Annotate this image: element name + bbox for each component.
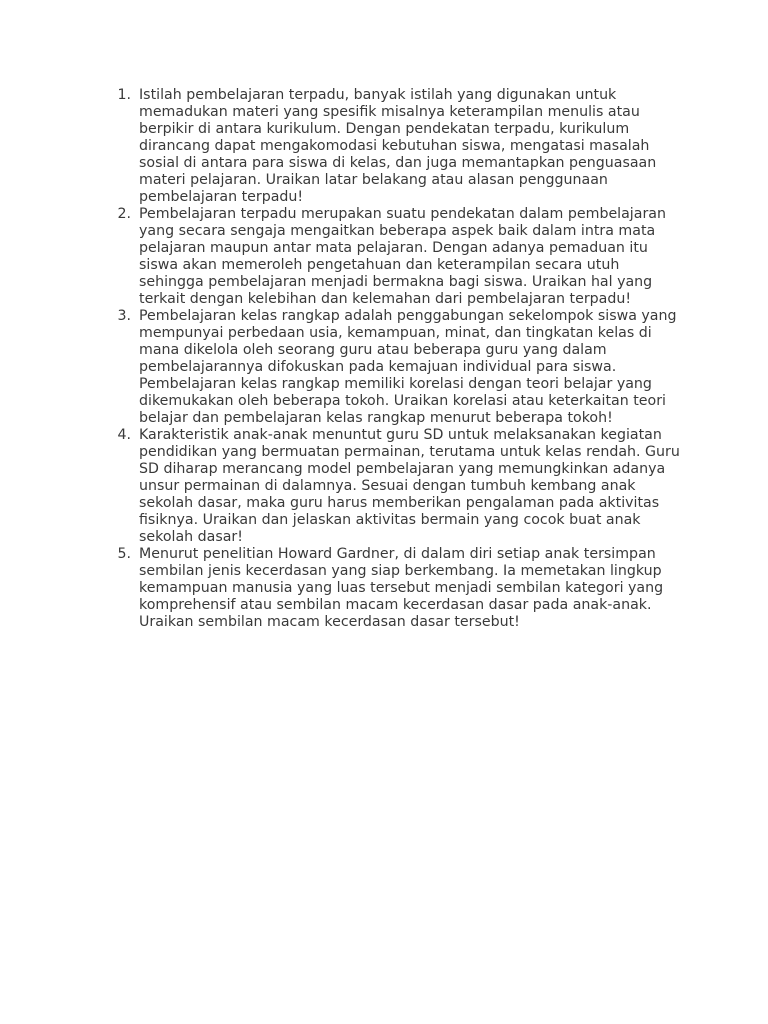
item-number: 3. [117, 308, 131, 324]
list-item [108, 427, 688, 546]
item-text: Menurut penelitian Howard Gardner, di dalam diri setiap anak tersimpan sembilan jenis kecerdasan yang siap berkembang. Ia memetakan lingkup kemampuan manusia yang luas tersebut menjadi sembilan kategori yang komprehensif atau sembilan macam kecerdasan dasar pada anak-anak. Uraikan sembilan macam kecerdasan dasar tersebut! [139, 546, 664, 630]
item-number: 1. [117, 87, 131, 103]
item-text: Pembelajaran terpadu merupakan suatu pendekatan dalam pembelajaran yang secara sengaja mengaitkan beberapa aspek baik dalam intra mata pelajaran maupun antar mata pelajaran. Dengan adanya pemaduan itu siswa akan memeroleh pengetahuan dan keterampilan secara utuh sehingga pembelajaran menjadi bermakna bagi siswa. Uraikan hal yang terkait dengan kelebihan dan kelemahan dari pembelajaran terpadu! [139, 206, 666, 307]
list-item [108, 206, 688, 308]
list-item [108, 308, 688, 427]
question-list [108, 87, 688, 631]
item-text: Istilah pembelajaran terpadu, banyak istilah yang digunakan untuk memadukan materi yang spesifik misalnya keterampilan menulis atau berpikir di antara kurikulum. Dengan pendekatan terpadu, kurikulum dirancang dapat mengakomodasi kebutuhan siswa, mengatasi masalah sosial di antara para siswa di kelas, dan juga memantapkan penguasaan materi pelajaran. Uraikan latar belakang atau alasan penggunaan pembelajaran terpadu! [139, 87, 657, 205]
item-text: Karakteristik anak-anak menuntut guru SD untuk melaksanakan kegiatan pendidikan yang bermuatan permainan, terutama untuk kelas rendah. Guru SD diharap merancang model pembelajaran yang memungkinkan adanya unsur permainan di dalamnya. Sesuai dengan tumbuh kembang anak sekolah dasar, maka guru harus memberikan pengalaman pada aktivitas fisiknya. Uraikan dan jelaskan aktivitas bermain yang cocok buat anak sekolah dasar! [139, 427, 680, 545]
item-number: 2. [117, 206, 131, 222]
item-number: 5. [117, 546, 131, 562]
item-text: Pembelajaran kelas rangkap adalah penggabungan sekelompok siswa yang mempunyai perbedaan usia, kemampuan, minat, dan tingkatan kelas di mana dikelola oleh seorang guru atau beberapa guru yang dalam pembelajarannya difokuskan pada kemajuan individual para siswa. Pembelajaran kelas rangkap memiliki korelasi dengan teori belajar yang dikemukakan oleh beberapa tokoh. Uraikan korelasi atau keterkaitan teori belajar dan pembelajaran kelas rangkap menurut beberapa tokoh! [139, 308, 677, 426]
item-number: 4. [117, 427, 131, 443]
list-item [108, 87, 688, 206]
list-item [108, 546, 688, 631]
